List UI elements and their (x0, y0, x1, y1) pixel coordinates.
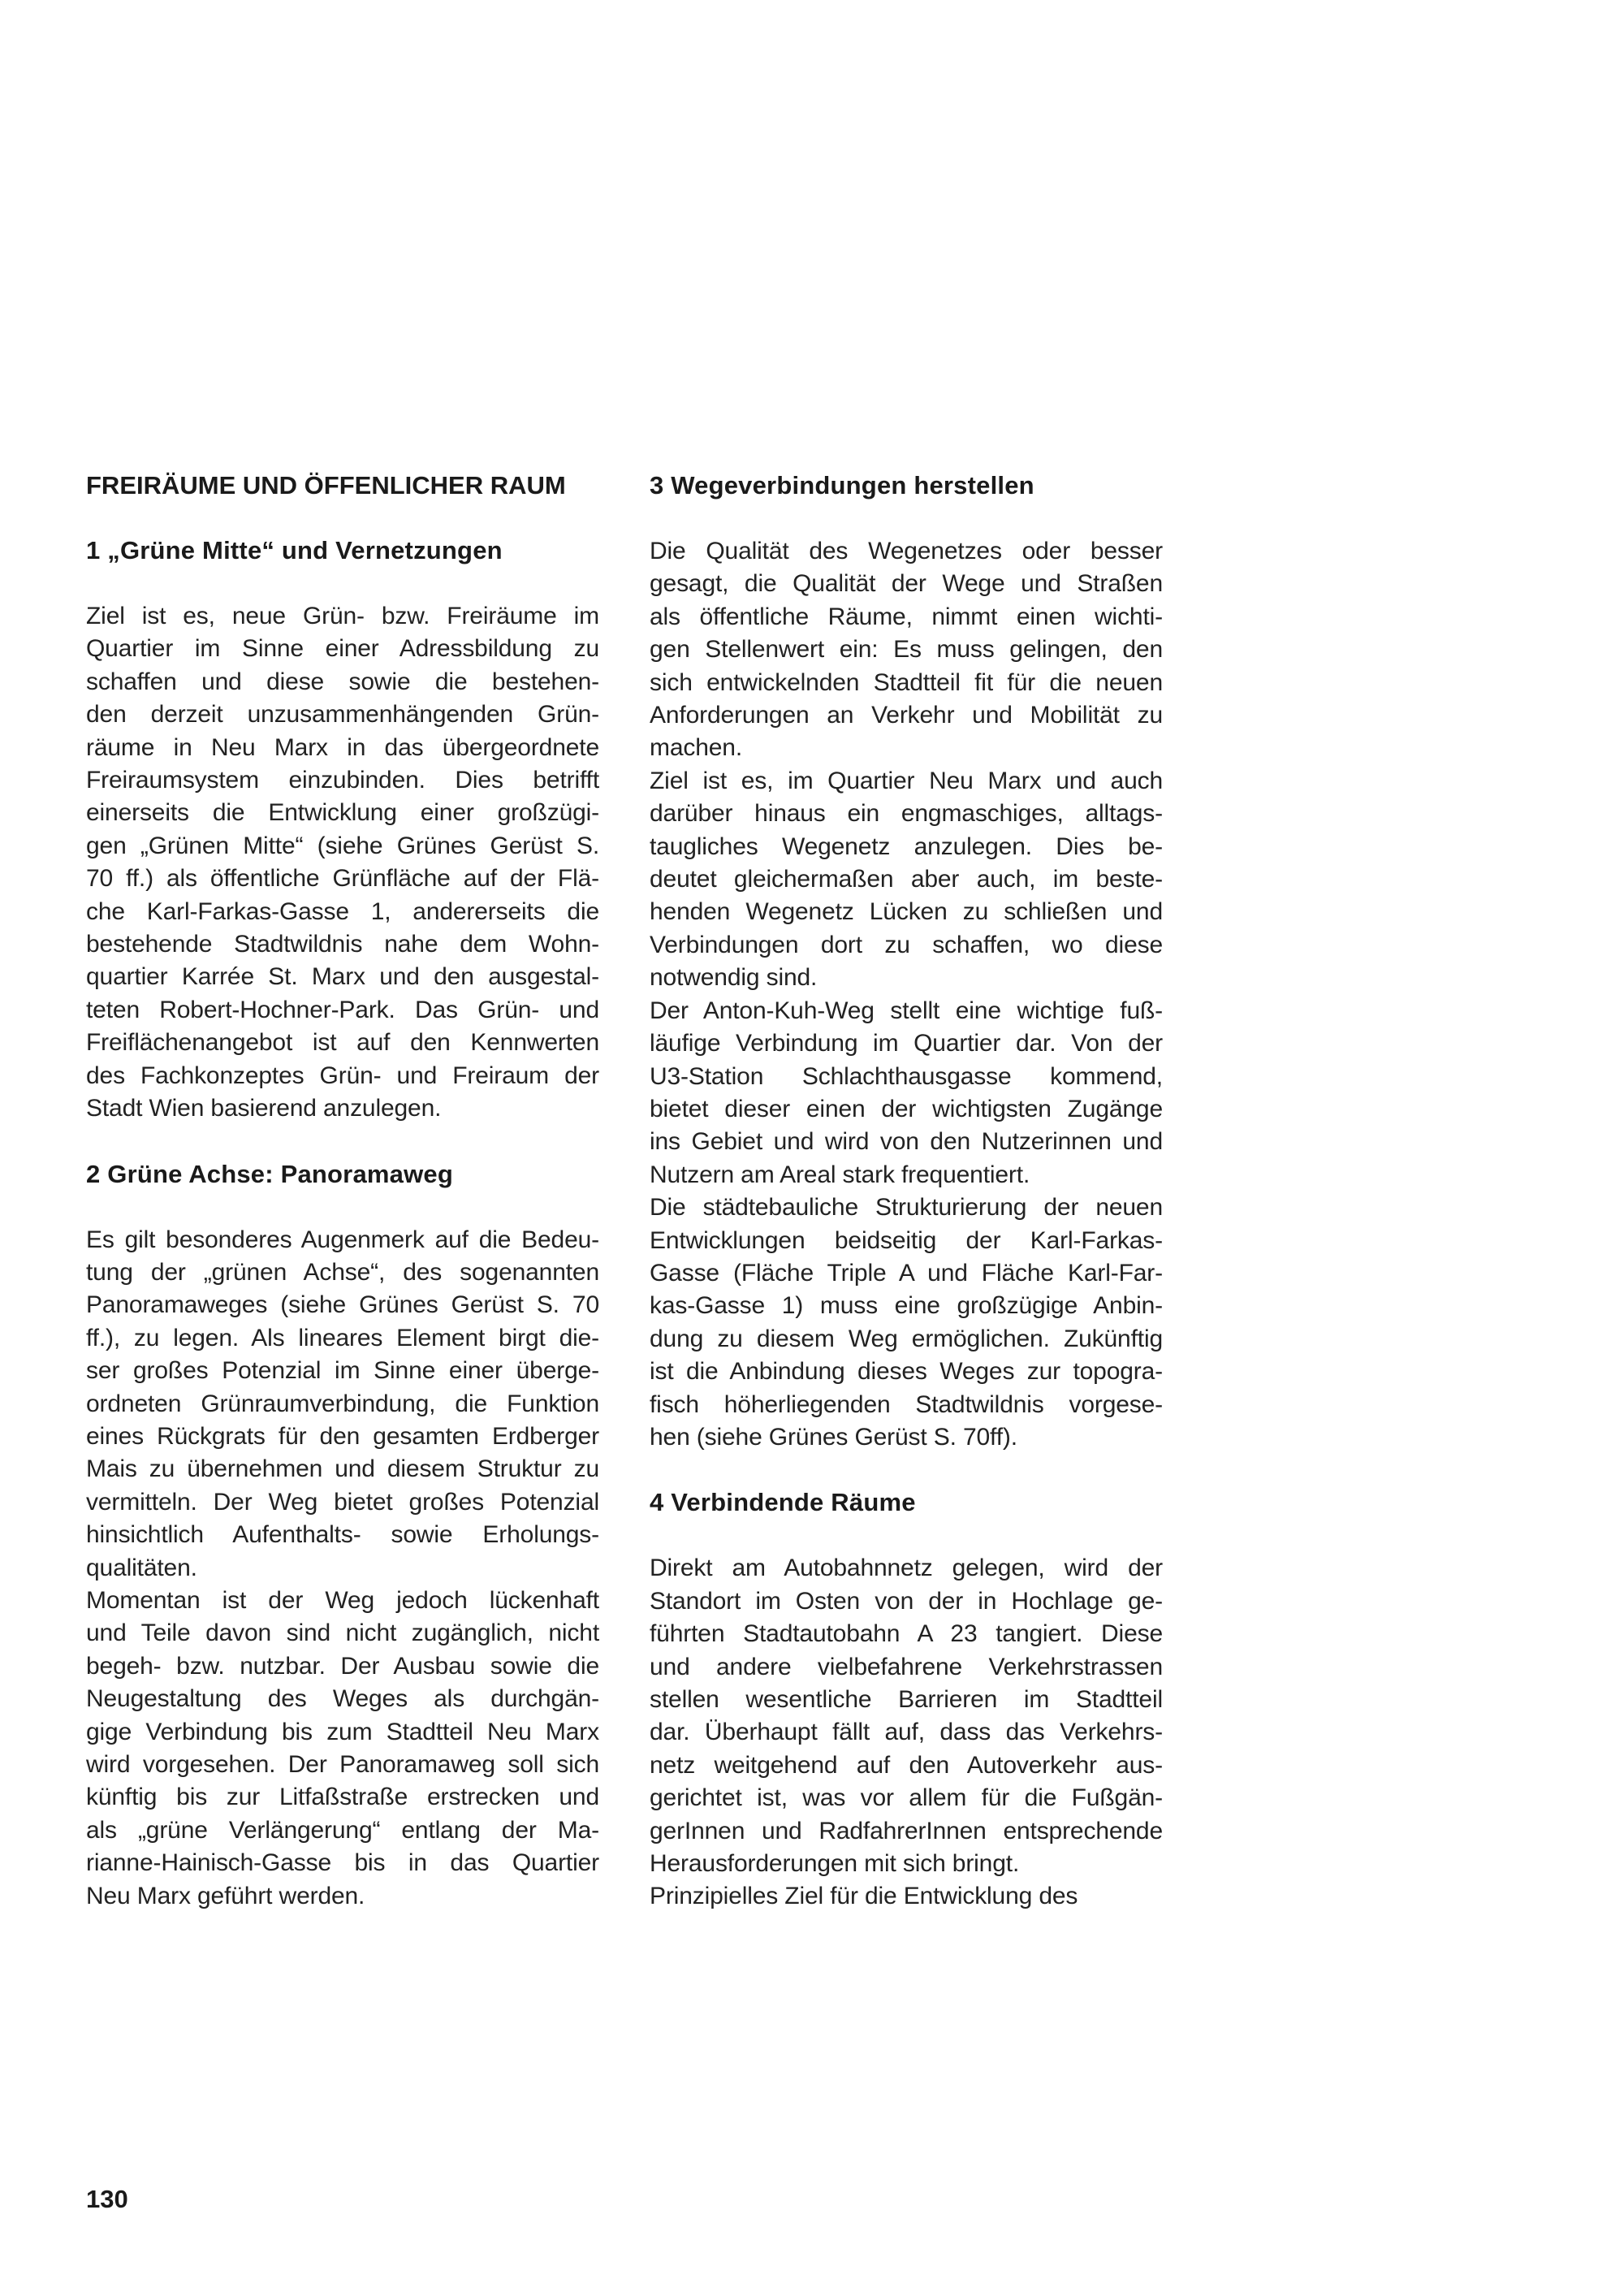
text-line: führten Stadtautobahn A 23 tangiert. Diese (650, 1620, 1163, 1648)
paragraph-panoramaweg-2 (86, 1585, 599, 1913)
paragraph-wegeverbindungen-3 (650, 995, 1163, 1191)
text-line: Momentan ist der Weg jedoch lückenhaft (86, 1586, 599, 1614)
text-line: kas-Gasse 1) muss eine großzügige Anbin- (650, 1292, 1163, 1320)
left-column (86, 469, 599, 1913)
text-line: Ziel ist es, neue Grün- bzw. Freiräume im (86, 603, 599, 629)
text-line: gige Verbindung bis zum Stadtteil Neu Marx (86, 1718, 599, 1745)
text-line: hen (siehe Grünes Gerüst S. 70ff). (650, 1423, 1017, 1451)
text-line: ist die Anbindung dieses Weges zur topogra- (650, 1358, 1163, 1386)
text-line: dar. Überhaupt fällt auf, dass das Verkehrs- (650, 1719, 1163, 1746)
text-line: Es gilt besonderes Augenmerk auf die Bedeu- (86, 1226, 599, 1253)
text-line: Anforderungen an Verkehr und Mobilität zu (650, 702, 1163, 729)
text-line: gen „Grünen Mitte“ (siehe Grünes Gerüst S. (86, 832, 599, 859)
text-line: qualitäten. (86, 1554, 197, 1581)
text-line: fisch höherliegenden Stadtwildnis vorgese- (650, 1390, 1163, 1418)
text-line: ordneten Grünraumverbindung, die Funktion (86, 1390, 599, 1417)
text-line: den derzeit unzusammenhängenden Grün- (86, 701, 599, 729)
text-line: sich entwickelnden Stadtteil fit für die neuen (650, 668, 1163, 696)
text-line: ins Gebiet und wird von den Nutzerinnen und (650, 1128, 1163, 1156)
text-line: deutet gleichermaßen aber auch, im beste- (650, 866, 1163, 893)
text-line: bestehende Stadtwildnis nahe dem Wohn- (86, 931, 599, 958)
text-line: und andere vielbefahrene Verkehrstrassen (650, 1653, 1163, 1680)
text-line: stellen wesentliche Barrieren im Stadtteil (650, 1686, 1163, 1713)
text-line: als „grüne Verlängerung“ entlang der Ma- (86, 1816, 599, 1844)
heading-wegeverbindungen: 3 Wegeverbindungen herstellen (650, 471, 1034, 499)
text-line: Freiraumsystem einzubinden. Dies betrifft (86, 767, 599, 794)
text-line: tung der „grünen Achse“, des sogenannten (86, 1258, 599, 1286)
paragraph-gruene-mitte (86, 600, 599, 1126)
text-line: Quartier im Sinne einer Adressbildung zu (86, 635, 599, 663)
text-line: Nutzern am Areal stark frequentiert. (650, 1161, 1030, 1188)
text-line: gen Stellenwert ein: Es muss gelingen, den (650, 636, 1163, 664)
text-line: gerichtet ist, was vor allem für die Fußgän- (650, 1784, 1163, 1812)
text-line: Der Anton-Kuh-Weg stellt eine wichtige fuß- (650, 997, 1163, 1024)
text-line: gerInnen und RadfahrerInnen entsprechende (650, 1817, 1163, 1844)
text-line: machen. (650, 734, 743, 762)
text-line: bietet dieser einen der wichtigsten Zugänge (650, 1095, 1163, 1122)
paragraph-wegeverbindungen-4 (650, 1191, 1163, 1454)
text-line: Neu Marx geführt werden. (86, 1882, 365, 1909)
paragraph-verbindende-raeume-1 (650, 1552, 1163, 1880)
text-line: vermitteln. Der Weg bietet großes Potenzial (86, 1488, 599, 1516)
text-line: gesagt, die Qualität der Wege und Straßen (650, 570, 1163, 598)
text-line: Mais zu übernehmen und diesem Struktur zu (86, 1455, 599, 1483)
text-line: henden Wegenetz Lücken zu schließen und (650, 898, 1163, 926)
text-line: rianne-Hainisch-Gasse bis in das Quartier (86, 1849, 599, 1877)
paragraph-wegeverbindungen-2 (650, 765, 1163, 995)
text-line: Standort im Osten von der in Hochlage ge- (650, 1587, 1163, 1615)
text-line: des Fachkonzeptes Grün- und Freiraum der (86, 1062, 599, 1089)
section-title: FREIRÄUME UND ÖFFENLICHER RAUM (86, 471, 566, 499)
heading-gruene-mitte: 1 „Grüne Mitte“ und Vernetzungen (86, 536, 503, 564)
text-line: Panoramaweges (siehe Grünes Gerüst S. 70 (86, 1291, 599, 1319)
text-line: künftig bis zur Litfaßstraße erstrecken und (86, 1784, 599, 1811)
text-line: und Teile davon sind nicht zugänglich, nicht (86, 1620, 599, 1647)
text-line: Direkt am Autobahnnetz gelegen, wird der (650, 1555, 1163, 1582)
text-line: Gasse (Fläche Triple A und Fläche Karl-Far- (650, 1259, 1163, 1287)
text-line: Die städtebauliche Strukturierung der neuen (650, 1194, 1163, 1222)
heading-panoramaweg: 2 Grüne Achse: Panoramaweg (86, 1159, 453, 1188)
text-line: als öffentliche Räume, nimmt einen wichti- (650, 603, 1163, 630)
text-line: läufige Verbindung im Quartier dar. Von der (650, 1030, 1163, 1057)
paragraph-wegeverbindungen-1 (650, 535, 1163, 765)
text-line: Verbindungen dort zu schaffen, wo diese (650, 931, 1163, 958)
text-line: einerseits die Entwicklung einer großzügi- (86, 799, 599, 827)
text-line: Ziel ist es, im Quartier Neu Marx und auch (650, 767, 1163, 794)
text-line: 70 ff.) als öffentliche Grünfläche auf der Flä- (86, 865, 599, 893)
text-line: taugliches Wegenetz anzulegen. Dies be- (650, 832, 1163, 860)
text-line: hinsichtlich Aufenthalts- sowie Erholungs- (86, 1521, 599, 1549)
text-line: Die Qualität des Wegenetzes oder besser (650, 538, 1163, 564)
text-line: Stadt Wien basierend anzulegen. (86, 1095, 442, 1122)
text-line: U3-Station Schlachthausgasse kommend, (650, 1062, 1163, 1090)
heading-verbindende-raeume: 4 Verbindende Räume (650, 1488, 916, 1517)
text-line: ff.), zu legen. Als lineares Element birgt die- (86, 1324, 599, 1351)
text-line: notwendig sind. (650, 964, 818, 992)
text-line: netz weitgehend auf den Autoverkehr aus- (650, 1751, 1163, 1779)
right-column (650, 469, 1163, 1914)
page-number: 130 (86, 2185, 128, 2213)
text-line: begeh- bzw. nutzbar. Der Ausbau sowie die (86, 1652, 599, 1680)
text-line: wird vorgesehen. Der Panoramaweg soll sich (86, 1751, 599, 1778)
text-line: darüber hinaus ein engmaschiges, alltags- (650, 800, 1163, 828)
text-line: Herausforderungen mit sich bringt. (650, 1850, 1020, 1878)
text-line: dung zu diesem Weg ermöglichen. Zukünftig (650, 1325, 1163, 1352)
text-line: Entwicklungen beidseitig der Karl-Farkas- (650, 1226, 1163, 1254)
text-line: schaffen und diese sowie die bestehen- (86, 668, 599, 695)
text-line: Prinzipielles Ziel für die Entwicklung des (650, 1883, 1078, 1910)
text-line: teten Robert-Hochner-Park. Das Grün- und (86, 996, 599, 1023)
paragraph-panoramaweg-1 (86, 1224, 599, 1585)
text-line: räume in Neu Marx in das übergeordnete (86, 733, 599, 761)
text-line: quartier Karrée St. Marx und den ausgestal- (86, 963, 599, 991)
paragraph-verbindende-raeume-2 (650, 1880, 1163, 1913)
text-line: eines Rückgrats für den gesamten Erdberger (86, 1422, 599, 1450)
text-line: che Karl-Farkas-Gasse 1, andererseits die (86, 897, 599, 925)
text-line: Freiflächenangebot ist auf den Kennwerten (86, 1029, 599, 1057)
text-line: ser großes Potenzial im Sinne einer überge- (86, 1357, 599, 1385)
text-line: Neugestaltung des Weges als durchgän- (86, 1685, 599, 1713)
